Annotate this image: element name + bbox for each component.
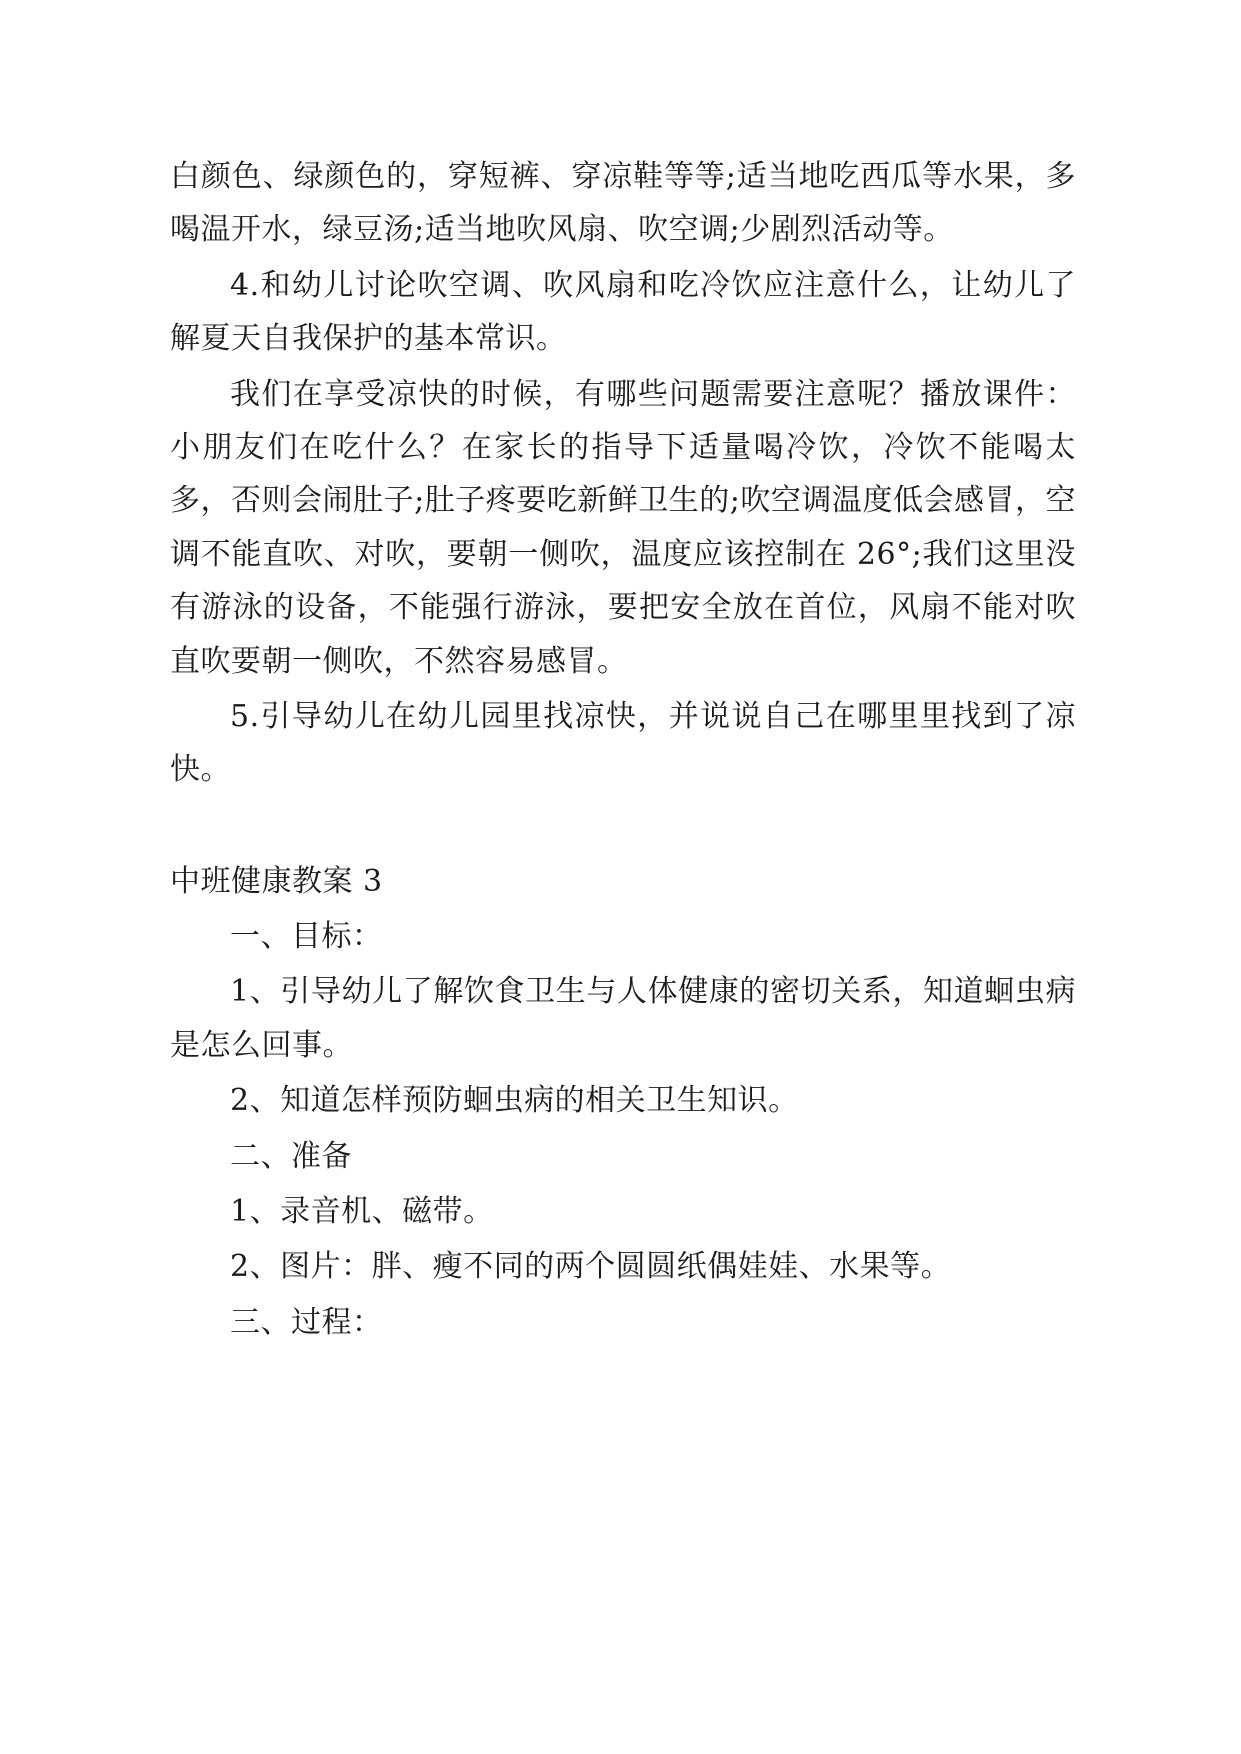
document-body (170, 150, 1076, 1349)
paragraph: 2、知道怎样预防蛔虫病的相关卫生知识。 (230, 1083, 799, 1119)
paragraph: 1、录音机、磁带。 (230, 1194, 494, 1230)
paragraph: 白颜色、绿颜色的，穿短裤、穿凉鞋等等;适当地吃西瓜等水果，多喝温开水，绿豆汤;适当地吹风扇、吹空调;少剧烈活动等。 (170, 159, 1076, 248)
paragraph: 5.引导幼儿在幼儿园里找凉快，并说说自己在哪里里找到了凉快。 (170, 698, 1076, 788)
section-heading: 中班健康教案 3 (170, 863, 383, 899)
paragraph: 一、目标： (230, 919, 383, 955)
paragraph: 2、图片：胖、瘦不同的两个圆圆纸偶娃娃、水果等。 (230, 1249, 952, 1285)
paragraph: 三、过程： (230, 1304, 383, 1340)
paragraph: 1、引导幼儿了解饮食卫生与人体健康的密切关系，知道蛔虫病是怎么回事。 (170, 974, 1076, 1063)
paragraph: 我们在享受凉快的时候，有哪些问题需要注意呢？播放课件：小朋友们在吃什么？在家长的指导下适量喝冷饮，冷饮不能喝太多，否则会闹肚子;肚子疼要吃新鲜卫生的;吹空调温度低会感冒，空调不能直吹、对吹，要朝一侧吹，温度应该控制在 26°;我们这里没有游泳的设备，不能强行游泳，要把安全放在首位，风扇不能对吹直吹要朝一侧吹，不然容易感冒。 (170, 376, 1076, 679)
paragraph: 4.和幼儿讨论吹空调、吹风扇和吃冷饮应注意什么，让幼儿了解夏天自我保护的基本常识。 (170, 267, 1076, 357)
paragraph: 二、准备 (230, 1138, 352, 1174)
section-spacer (170, 799, 1076, 855)
